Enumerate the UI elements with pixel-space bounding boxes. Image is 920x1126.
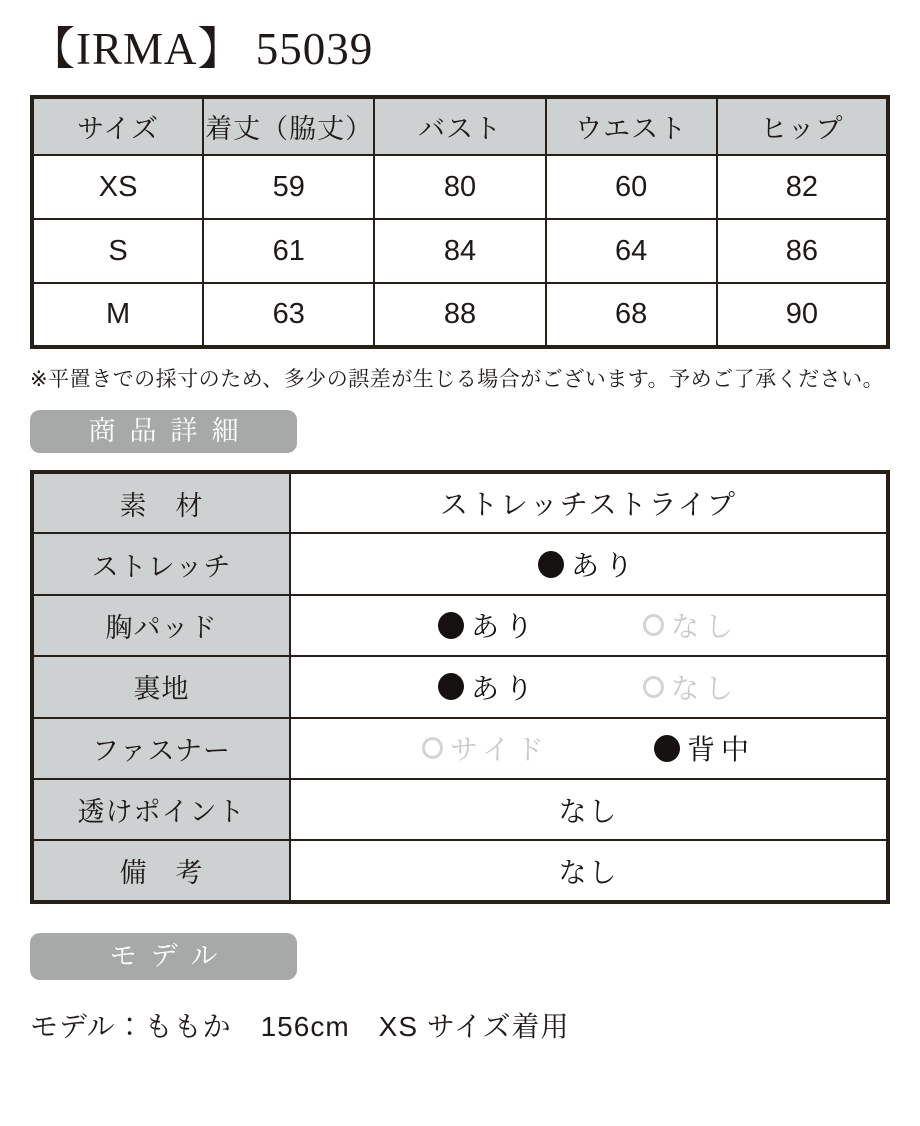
measurement-value-cell: 61	[203, 219, 374, 283]
section-heading-details: 商品詳細	[30, 410, 297, 453]
detail-value-cell	[290, 533, 888, 594]
option-group	[292, 544, 885, 584]
measurement-value-cell: 68	[546, 283, 717, 347]
measurement-value-cell: 59	[203, 155, 374, 219]
option-selected	[438, 605, 539, 645]
size-table-row	[32, 219, 888, 283]
radio-filled-icon	[438, 673, 464, 700]
size-table-body	[32, 155, 888, 347]
option-label: あり	[470, 672, 539, 704]
size-table-header-cell: 着丈（脇丈）	[203, 97, 374, 155]
option-label: あり	[470, 611, 539, 643]
details-table-row	[32, 472, 888, 533]
detail-value-text: なし	[558, 856, 619, 888]
detail-value-cell	[290, 718, 888, 779]
detail-value-cell	[290, 472, 888, 533]
details-table-row	[32, 656, 888, 717]
measurement-value-cell: 60	[546, 155, 717, 219]
option-unselected	[422, 728, 550, 768]
detail-label-cell: 素 材	[32, 472, 290, 533]
detail-label-cell: 胸パッド	[32, 595, 290, 656]
option-selected	[438, 667, 539, 707]
detail-label-cell: 裏地	[32, 656, 290, 717]
radio-filled-icon	[654, 735, 680, 762]
details-table	[30, 470, 890, 904]
detail-label-cell: ストレッチ	[32, 533, 290, 594]
size-label-cell: XS	[32, 155, 203, 219]
option-selected	[654, 728, 755, 768]
option-unselected	[643, 667, 739, 707]
detail-value-cell	[290, 779, 888, 840]
option-label: サイド	[449, 734, 551, 766]
option-label: あり	[570, 550, 639, 582]
measurement-value-cell: 86	[717, 219, 888, 283]
measurement-value-cell: 80	[374, 155, 545, 219]
option-label: 背中	[687, 734, 756, 766]
size-table-header-cell: ヒップ	[717, 97, 888, 155]
size-label-cell: S	[32, 219, 203, 283]
size-table-header-row	[32, 97, 888, 155]
measurement-value-cell: 90	[717, 283, 888, 347]
measurement-value-cell: 88	[374, 283, 545, 347]
option-label: なし	[671, 611, 740, 643]
option-group	[292, 605, 885, 645]
detail-label-cell: 備 考	[32, 840, 290, 901]
radio-empty-icon	[422, 737, 443, 759]
measurement-note: ※平置きでの採寸のため、多少の誤差が生じる場合がございます。予めご了承ください。	[30, 368, 885, 391]
size-table	[30, 95, 890, 349]
details-table-row	[32, 840, 888, 901]
option-group	[292, 728, 885, 768]
details-table-row	[32, 533, 888, 594]
detail-value-cell	[290, 656, 888, 717]
details-table-body	[32, 472, 888, 902]
option-group	[292, 667, 885, 707]
measurement-value-cell: 64	[546, 219, 717, 283]
detail-value-text: なし	[558, 795, 619, 827]
measurement-value-cell: 63	[203, 283, 374, 347]
radio-empty-icon	[643, 676, 664, 698]
option-label: なし	[671, 672, 740, 704]
radio-empty-icon	[643, 614, 664, 636]
size-table-header-cell: サイズ	[32, 97, 203, 155]
radio-filled-icon	[538, 551, 564, 578]
measurement-value-cell: 84	[374, 219, 545, 283]
page-title: 【IRMA】 55039	[30, 24, 374, 74]
measurement-value-cell: 82	[717, 155, 888, 219]
detail-value-cell	[290, 840, 888, 901]
option-selected	[538, 544, 639, 584]
details-table-row	[32, 779, 888, 840]
detail-label-cell: ファスナー	[32, 718, 290, 779]
details-table-row	[32, 718, 888, 779]
size-label-cell: M	[32, 283, 203, 347]
details-table-row	[32, 595, 888, 656]
size-table-header-cell: ウエスト	[546, 97, 717, 155]
detail-value-text: ストレッチストライプ	[440, 489, 737, 521]
size-table-row	[32, 283, 888, 347]
detail-value-cell	[290, 595, 888, 656]
detail-label-cell: 透けポイント	[32, 779, 290, 840]
product-spec-sheet	[0, 22, 920, 1045]
option-unselected	[643, 605, 739, 645]
size-table-row	[32, 155, 888, 219]
size-table-header-cell: バスト	[374, 97, 545, 155]
section-heading-model: モデル	[30, 933, 297, 980]
radio-filled-icon	[438, 612, 464, 639]
model-info-text: モデル：ももか 156cm XS サイズ着用	[30, 1010, 570, 1042]
